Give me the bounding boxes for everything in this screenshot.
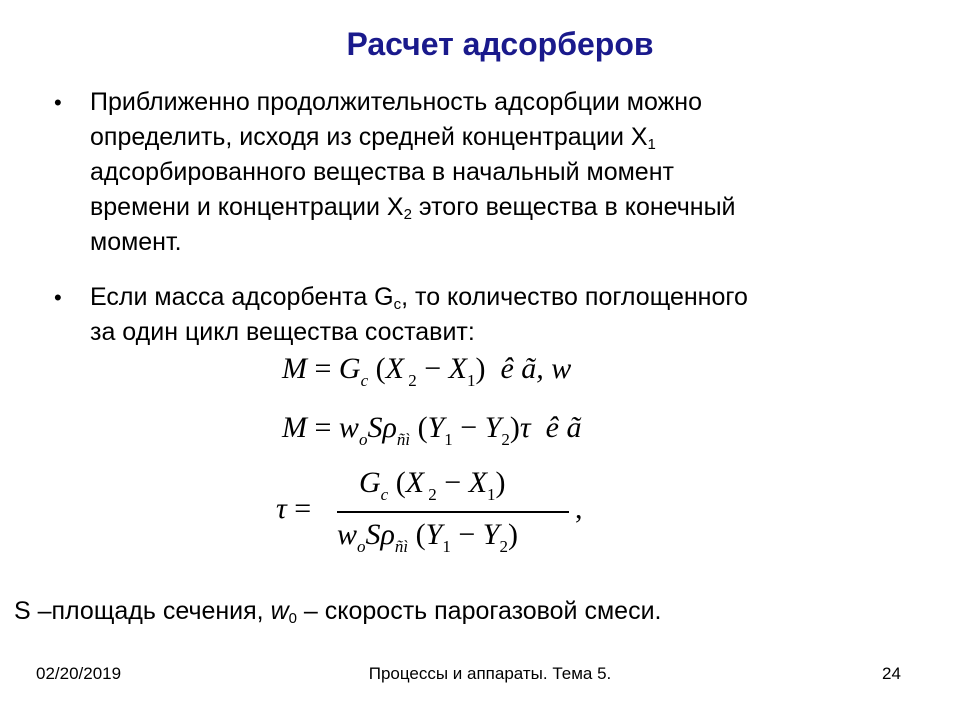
subscript: 0: [288, 610, 297, 627]
math-paren: (: [388, 466, 406, 499]
math-operator: =: [307, 352, 339, 385]
math-symbol: Y: [425, 518, 443, 551]
math-subscript: 2: [424, 485, 437, 504]
math-symbol: ρ: [380, 518, 395, 551]
footer-date: 02/20/2019: [36, 664, 122, 683]
math-subscript: c: [360, 371, 369, 390]
slide-title: Расчет адсорберов: [346, 26, 654, 62]
math-symbol: ρ: [382, 411, 397, 444]
bullet-line: адсорбированного вещества в начальный момент: [90, 158, 674, 186]
math-unit: ê ã, w: [485, 352, 572, 385]
math-subscript: 1: [444, 430, 453, 449]
math-symbol: Y: [484, 411, 502, 444]
math-subscript: ñì: [394, 537, 409, 556]
math-paren: (: [368, 352, 386, 385]
math-subscript: 1: [442, 537, 451, 556]
variable-definition: [14, 597, 661, 626]
bullet-line-text: определить, исходя из средней концентрации X: [90, 123, 648, 151]
equation-mass-2: [282, 411, 582, 449]
bullet-item-mass: [54, 280, 930, 350]
math-paren: (: [408, 518, 426, 551]
math-subscript: 2: [501, 430, 510, 449]
fraction-denominator: [337, 518, 518, 556]
equation-mass-1: [282, 352, 572, 390]
bullet-marker: •: [54, 90, 62, 115]
math-paren: ): [475, 352, 486, 385]
bullet-line: [90, 120, 930, 155]
definition-text: – скорость парогазовой смеси.: [296, 597, 662, 625]
definition-text: S –площадь сечения,: [14, 597, 271, 625]
bullet-line: за один цикл вещества составит:: [90, 318, 475, 346]
math-operator: =: [286, 492, 319, 525]
math-symbol: S: [365, 518, 381, 551]
math-symbol: S: [367, 411, 383, 444]
bullet-marker: •: [54, 285, 62, 310]
fraction-bar: [337, 511, 569, 513]
bullet-line-text: , то количество поглощенного: [401, 283, 748, 311]
math-symbol: Y: [482, 518, 500, 551]
math-subscript: o: [357, 537, 366, 556]
math-operator: −: [416, 352, 449, 385]
bullet-line: [90, 190, 930, 225]
fraction-numerator: [359, 466, 506, 504]
math-symbol: M: [282, 411, 307, 444]
math-subscript: o: [358, 430, 368, 449]
bullet-line-text: времени и концентрации X: [90, 193, 404, 221]
equation-time-lhs: [276, 492, 319, 526]
math-paren: (: [410, 411, 428, 444]
math-symbol: G: [359, 466, 381, 499]
math-paren: ): [509, 411, 520, 444]
footer-title: Процессы и аппараты. Тема 5.: [368, 664, 612, 683]
math-subscript: 1: [466, 371, 476, 390]
bullet-line: [90, 280, 930, 315]
bullet-line-text: этого вещества в конечный: [411, 193, 736, 221]
bullet-line-text: Если масса адсорбента G: [90, 283, 394, 311]
bullet-line: момент.: [90, 228, 182, 256]
math-symbol: X: [448, 352, 467, 385]
math-operator: =: [307, 411, 339, 444]
subscript: 1: [647, 136, 656, 153]
math-subscript: 2: [499, 537, 508, 556]
bullet-text: [90, 85, 930, 260]
math-symbol: τ: [519, 411, 531, 444]
subscript: 2: [403, 206, 412, 223]
math-symbol: Y: [427, 411, 445, 444]
math-symbol: X: [385, 352, 404, 385]
math-operator: −: [452, 411, 485, 444]
math-symbol: G: [338, 352, 361, 385]
footer-page-number: 24: [882, 664, 901, 683]
math-paren: ): [507, 518, 518, 551]
math-symbol: w: [337, 518, 358, 551]
bullet-line: Приближенно продолжительность адсорбции можно: [90, 88, 703, 116]
math-symbol: X: [468, 466, 488, 499]
math-subscript: c: [380, 485, 389, 504]
bullet-item-duration: [54, 85, 930, 260]
subscript: c: [393, 296, 402, 313]
bullet-text: [90, 280, 930, 350]
math-symbol: M: [282, 352, 307, 385]
math-operator: −: [436, 466, 469, 499]
math-unit: ê ã: [530, 411, 582, 444]
definition-symbol: w: [270, 597, 289, 625]
math-subscript: ñì: [396, 430, 411, 449]
math-symbol: τ: [276, 492, 287, 525]
math-subscript: 1: [487, 485, 496, 504]
math-subscript: 2: [403, 371, 417, 390]
math-paren: ): [495, 466, 506, 499]
math-symbol: X: [405, 466, 425, 499]
math-symbol: w: [338, 411, 359, 444]
math-comma: ,: [575, 492, 583, 525]
math-operator: −: [450, 518, 483, 551]
